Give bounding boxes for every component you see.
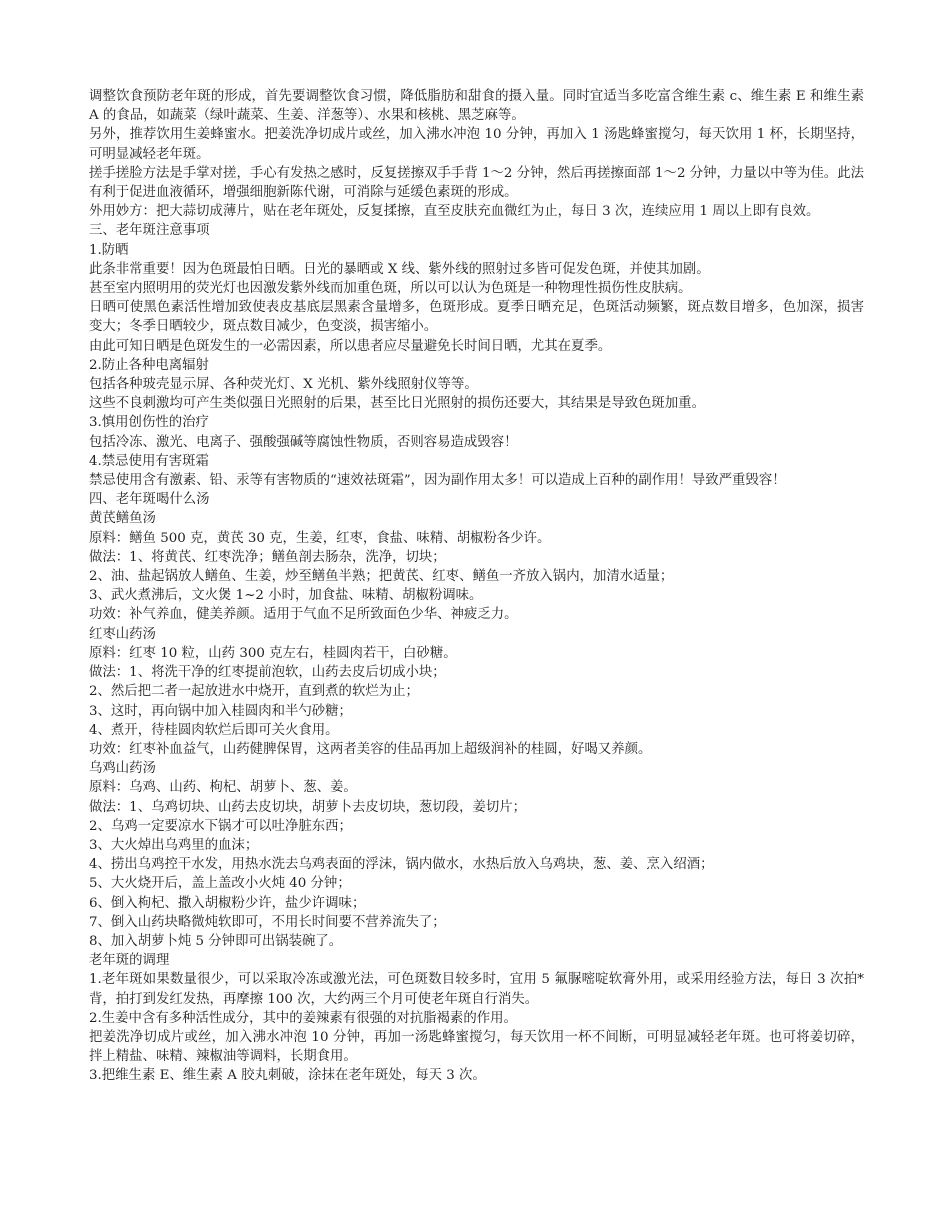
recipe-line: 功效：红枣补血益气，山药健脾保胃，这两者美容的佳品再加上超级润补的桂圆，好喝又养颜。 bbox=[89, 741, 652, 757]
paragraph-diet-prevention: 调整饮食预防老年斑的形成，首先要调整饮食习惯，降低脂肪和甜食的摄入量。同时宜适当多吃富含维生素 c、维生素 E 和维生素 A 的食品，如蔬菜（绿叶蔬菜、生姜、洋葱等）、水果和核桃、黑芝麻等。 bbox=[89, 89, 864, 124]
section-heading-care: 老年斑的调理 bbox=[89, 953, 170, 969]
recipe-line: 原料：红枣 10 粒，山药 300 克左右，桂圆肉若干，白砂糖。 bbox=[89, 645, 457, 661]
recipe-line: 3、这时，再向锅中加入桂圆肉和半勺砂糖； bbox=[89, 703, 352, 719]
recipe-line: 2、然后把二者一起放进水中烧开，直到煮的软烂为止； bbox=[89, 684, 419, 700]
document-body bbox=[89, 87, 864, 1086]
paragraph-sun-3: 日晒可使黑色素活性增加致使表皮基底层黑素含量增多，色斑形成。夏季日晒充足，色斑活动频繁，斑点数目增多，色加深，损害变大；冬季日晒较少，斑点数目减少，色变淡，损害缩小。 bbox=[89, 300, 864, 335]
recipe-line: 2、油、盐起锅放人鳝鱼、生姜，炒至鳝鱼半熟；把黄芪、红枣、鳝鱼一齐放入锅内，加清水适量； bbox=[89, 569, 674, 585]
paragraph-invasive-treatment: 包括冷冻、激光、电离子、强酸强碱等腐蚀性物质，否则容易造成毁容！ bbox=[89, 434, 518, 450]
recipe-line: 7、倒入山药块略微炖软即可，不用长时间要不营养流失了； bbox=[89, 914, 446, 930]
recipe-line: 原料：乌鸡、山药、枸杞、胡萝卜、葱、姜。 bbox=[89, 780, 357, 796]
paragraph-garlic: 外用妙方：把大蒜切成薄片，贴在老年斑处，反复揉擦，直至皮肤充血微红为止，每日 3 次，连续应用 1 周以上即有良效。 bbox=[89, 204, 820, 220]
recipe-title-eel-soup: 黄芪鳝鱼汤 bbox=[89, 511, 156, 527]
paragraph-radiation-1: 包括各种玻壳显示屏、各种荧光灯、X 光机、紫外线照射仪等等。 bbox=[89, 377, 478, 393]
paragraph-harmful-cream: 禁忌使用含有激素、铅、汞等有害物质的“速效祛斑霜”，因为副作用太多！可以造成上百种的副作用！导致严重毁容！ bbox=[89, 473, 786, 489]
subheading-sun-protection: 1.防晒 bbox=[89, 242, 129, 258]
recipe-line: 原料：鳝鱼 500 克，黄芪 30 克，生姜，红枣，食盐、味精、胡椒粉各少许。 bbox=[89, 530, 551, 546]
recipe-line: 3、大火焯出乌鸡里的血沫； bbox=[89, 837, 259, 853]
recipe-line: 5、大火烧开后，盖上盖改小火炖 40 分钟； bbox=[89, 876, 351, 892]
paragraph-care-3: 把姜洗净切成片或丝，加入沸水冲泡 10 分钟，再加一汤匙蜂蜜搅匀，每天饮用一杯不间断，可明显减轻老年斑。也可将姜切碎，拌上精盐、味精、辣椒油等调料，长期食用。 bbox=[89, 1029, 864, 1065]
recipe-line: 做法：1、将黄芪、红枣洗净；鳝鱼剖去肠杂，洗净，切块； bbox=[89, 549, 446, 565]
paragraph-care-1: 1.老年斑如果数量很少，可以采取冷冻或激光法，可色斑数目较多时，宜用 5 氟脲嘧啶软膏外用，或采用经验方法，每日 3 次拍*背，拍打到发红发热，再摩擦 100 次，大约两三个月可使老年斑自行消失。 bbox=[89, 972, 864, 1007]
recipe-line: 2、乌鸡一定要凉水下锅才可以吐净脏东西； bbox=[89, 818, 352, 834]
paragraph-sun-1: 此条非常重要！因为色斑最怕日晒。日光的暴晒或 X 线、紫外线的照射过多皆可促发色斑，并使其加剧。 bbox=[89, 261, 710, 277]
recipe-line: 做法：1、乌鸡切块、山药去皮切块，胡萝卜去皮切块，葱切段，姜切片； bbox=[89, 799, 527, 815]
section-heading-soups: 四、老年斑喝什么汤 bbox=[89, 492, 210, 508]
paragraph-care-2: 2.生姜中含有多种活性成分，其中的姜辣素有很强的对抗脂褐素的作用。 bbox=[89, 1010, 517, 1026]
recipe-line: 3、武火煮沸后，文火煲 1~2 小时，加食盐、味精、胡椒粉调味。 bbox=[89, 588, 483, 604]
subheading-radiation: 2.防止各种电离辐射 bbox=[89, 357, 209, 373]
recipe-line: 6、倒入枸杞、撒入胡椒粉少许，盐少许调味； bbox=[89, 895, 366, 911]
recipe-line: 做法：1、将洗干净的红枣提前泡软，山药去皮后切成小块； bbox=[89, 665, 446, 681]
paragraph-sun-4: 由此可知日晒是色斑发生的一必需因素，所以患者应尽量避免长时间日晒，尤其在夏季。 bbox=[89, 338, 612, 354]
paragraph-ginger-honey: 另外，推荐饮用生姜蜂蜜水。把姜洗净切成片或丝，加入沸水冲泡 10 分钟，再加入 1 汤匙蜂蜜搅匀，每天饮用 1 杯，长期坚持，可明显减轻老年斑。 bbox=[89, 127, 864, 162]
section-heading-precautions: 三、老年斑注意事项 bbox=[89, 223, 210, 239]
recipe-title-chicken-yam-soup: 乌鸡山药汤 bbox=[89, 761, 156, 777]
subheading-harmful-cream: 4.禁忌使用有害斑霜 bbox=[89, 453, 209, 469]
paragraph-radiation-2: 这些不良刺激均可产生类似强日光照射的后果，甚至比日光照射的损伤还要大，其结果是导致色斑加重。 bbox=[89, 396, 705, 412]
paragraph-care-4: 3.把维生素 E、维生素 A 胶丸刺破，涂抹在老年斑处，每天 3 次。 bbox=[89, 1068, 486, 1084]
recipe-line: 功效：补气养血，健美养颜。适用于气血不足所致面色少华、神疲乏力。 bbox=[89, 607, 518, 623]
recipe-line: 4、捞出乌鸡控干水发，用热水洗去乌鸡表面的浮沫，锅内做水，水热后放入乌鸡块，葱、姜、烹入绍酒； bbox=[89, 857, 714, 873]
subheading-invasive-treatment: 3.慎用创伤性的治疗 bbox=[89, 415, 209, 431]
recipe-line: 4、煮开，待桂圆肉软烂后即可关火食用。 bbox=[89, 722, 339, 738]
paragraph-sun-2: 甚至室内照明用的荧光灯也因激发紫外线而加重色斑，所以可以认为色斑是一种物理性损伤性皮肤病。 bbox=[89, 281, 692, 297]
recipe-title-jujube-yam-soup: 红枣山药汤 bbox=[89, 626, 156, 642]
paragraph-hand-rub: 搓手搓脸方法是手掌对搓，手心有发热之感时，反复搓擦双手手背 1～2 分钟，然后再搓擦面部 1～2 分钟，力量以中等为佳。此法有利于促进血液循环，增强细胞新陈代谢，可消除与延缓色素斑的形成。 bbox=[89, 165, 864, 201]
recipe-line: 8、加入胡萝卜炖 5 分钟即可出锅装碗了。 bbox=[89, 933, 343, 949]
